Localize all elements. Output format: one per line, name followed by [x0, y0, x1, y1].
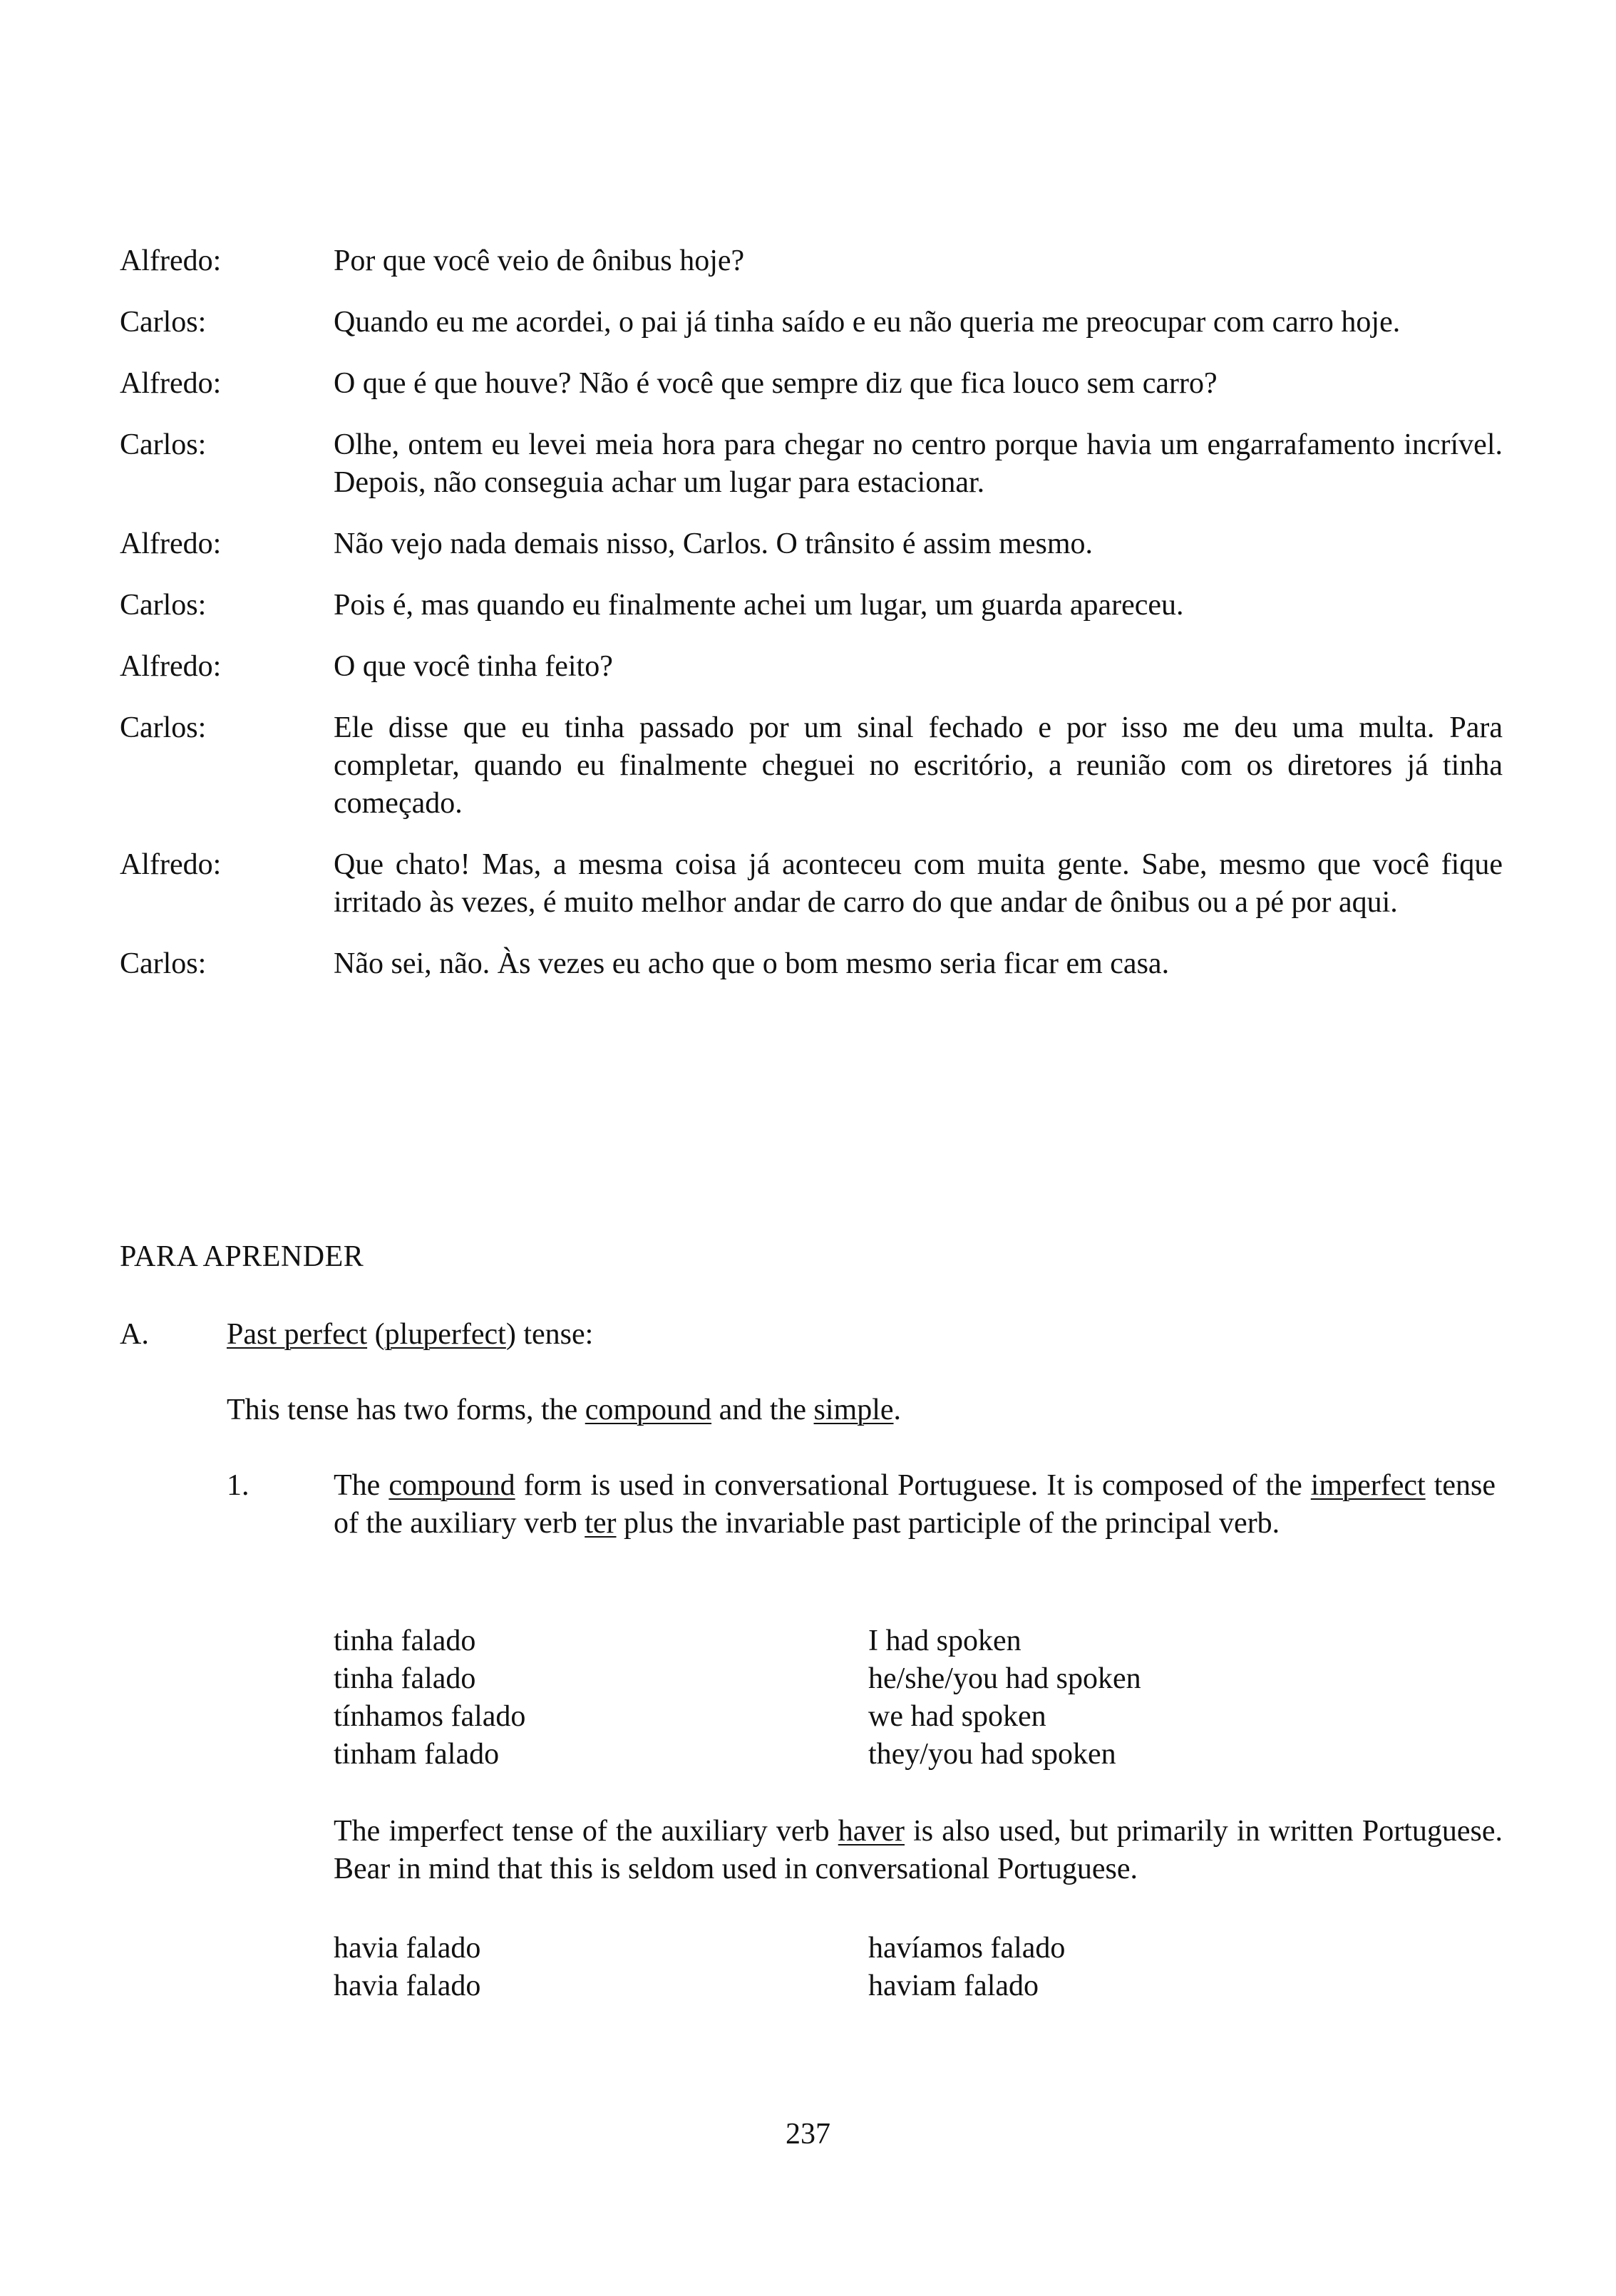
dialogue-turn	[120, 304, 1503, 341]
item-title-part: pluperfect	[384, 1318, 506, 1351]
form-english: he/she/you had spoken	[868, 1662, 1141, 1695]
form-english: they/you had spoken	[868, 1738, 1116, 1771]
speaker-name: Carlos:	[120, 306, 207, 339]
dialogue-line: Quando eu me acordei, o pai já tinha saído e eu não queria me preocupar com carro hoje.	[334, 306, 1401, 339]
form-portuguese: tinha falado	[334, 1662, 476, 1695]
dialogue-turn	[120, 945, 1503, 983]
text-run: imperfect	[1310, 1469, 1426, 1502]
form-portuguese: tinham falado	[334, 1738, 500, 1771]
dialogue-line: Por que você veio de ônibus hoje?	[334, 244, 745, 277]
item-label: A.	[120, 1318, 149, 1351]
form-plural: haviam falado	[868, 1970, 1039, 2002]
text-run: form is used in conversational Portuguese. It is composed of the	[515, 1469, 1311, 1502]
haver-note	[334, 1813, 1503, 1888]
page-number: 237	[786, 2118, 830, 2151]
dialogue-line: Que chato! Mas, a mesma coisa já aconteceu com muita gente. Sabe, mesmo que você fique irritado às vezes, é muito melhor andar de carro do que andar de ônibus ou a pé por aqui.	[334, 848, 1503, 919]
speaker-name: Alfredo:	[120, 367, 222, 400]
intro-paragraph	[227, 1391, 1496, 1429]
dialogue-turn	[120, 648, 1503, 686]
form-singular: havia falado	[334, 1970, 481, 2002]
speaker-name: Carlos:	[120, 589, 207, 622]
speaker-name: Alfredo:	[120, 848, 222, 881]
text-run: compound	[388, 1469, 515, 1502]
dialogue-line: Não sei, não. Às vezes eu acho que o bom mesmo seria ficar em casa.	[334, 947, 1170, 980]
dialogue-turn	[120, 242, 1503, 280]
grammar-item-heading	[120, 1316, 593, 1354]
form-english: we had spoken	[868, 1700, 1046, 1733]
text-run: This tense has two forms, the	[227, 1394, 585, 1426]
item-title-part: Past perfect	[227, 1318, 368, 1351]
speaker-name: Carlos:	[120, 711, 207, 744]
point-number: 1.	[227, 1469, 249, 1502]
speaker-name: Alfredo:	[120, 650, 222, 683]
speaker-name: Carlos:	[120, 428, 207, 461]
dialogue-turn	[120, 426, 1503, 502]
dialogue-turn	[120, 846, 1503, 922]
section-heading: PARA APRENDER	[120, 1240, 364, 1273]
form-english: I had spoken	[868, 1625, 1021, 1657]
dialogue-turn	[120, 709, 1503, 823]
text-run: ter	[585, 1507, 617, 1540]
dialogue	[120, 242, 1503, 1007]
numbered-point	[227, 1467, 1496, 1543]
dialogue-line: Ele disse que eu tinha passado por um sinal fechado e por isso me deu uma multa. Para completar, quando eu finalmente cheguei no escritório, a reunião com os diretores já tinha começado.	[334, 711, 1503, 820]
form-portuguese: tínhamos falado	[334, 1700, 526, 1733]
speaker-name: Carlos:	[120, 947, 207, 980]
form-singular: havia falado	[334, 1932, 481, 1965]
item-title-part: (	[374, 1318, 385, 1351]
conjugation-table-haver	[334, 1930, 1403, 2005]
text-run: The imperfect tense of the auxiliary verb	[334, 1815, 838, 1848]
text-run: .	[893, 1394, 902, 1426]
conjugation-table-ter	[334, 1622, 1403, 1774]
text-run: plus the invariable past participle of the principal verb.	[616, 1507, 1280, 1540]
dialogue-line: O que é que houve? Não é você que sempre diz que fica louco sem carro?	[334, 367, 1218, 400]
dialogue-turn	[120, 587, 1503, 624]
text-run: simple	[813, 1394, 894, 1426]
speaker-name: Alfredo:	[120, 527, 222, 560]
text-run: haver	[838, 1815, 905, 1848]
item-title	[227, 1316, 593, 1354]
speaker-name: Alfredo:	[120, 244, 222, 277]
text-run: compound	[585, 1394, 712, 1426]
form-plural: havíamos falado	[868, 1932, 1066, 1965]
text-run: is also used, but primarily in written Portuguese. Bear in mind that this is seldom used in conversational Portuguese.	[334, 1815, 1503, 1885]
dialogue-line: Não vejo nada demais nisso, Carlos. O trânsito é assim mesmo.	[334, 527, 1093, 560]
text-run: and the	[711, 1394, 814, 1426]
text-run: tense of the auxiliary verb	[334, 1469, 1496, 1540]
point-text	[334, 1467, 1496, 1543]
dialogue-line: O que você tinha feito?	[334, 650, 613, 683]
item-title-part: ) tense:	[505, 1318, 594, 1351]
dialogue-turn	[120, 365, 1503, 403]
dialogue-turn	[120, 525, 1503, 563]
dialogue-line: Olhe, ontem eu levei meia hora para chegar no centro porque havia um engarrafamento incrível. Depois, não conseguia achar um lugar para estacionar.	[334, 428, 1503, 499]
text-run: The	[334, 1469, 389, 1502]
dialogue-line: Pois é, mas quando eu finalmente achei um lugar, um guarda apareceu.	[334, 589, 1184, 622]
form-portuguese: tinha falado	[334, 1625, 476, 1657]
